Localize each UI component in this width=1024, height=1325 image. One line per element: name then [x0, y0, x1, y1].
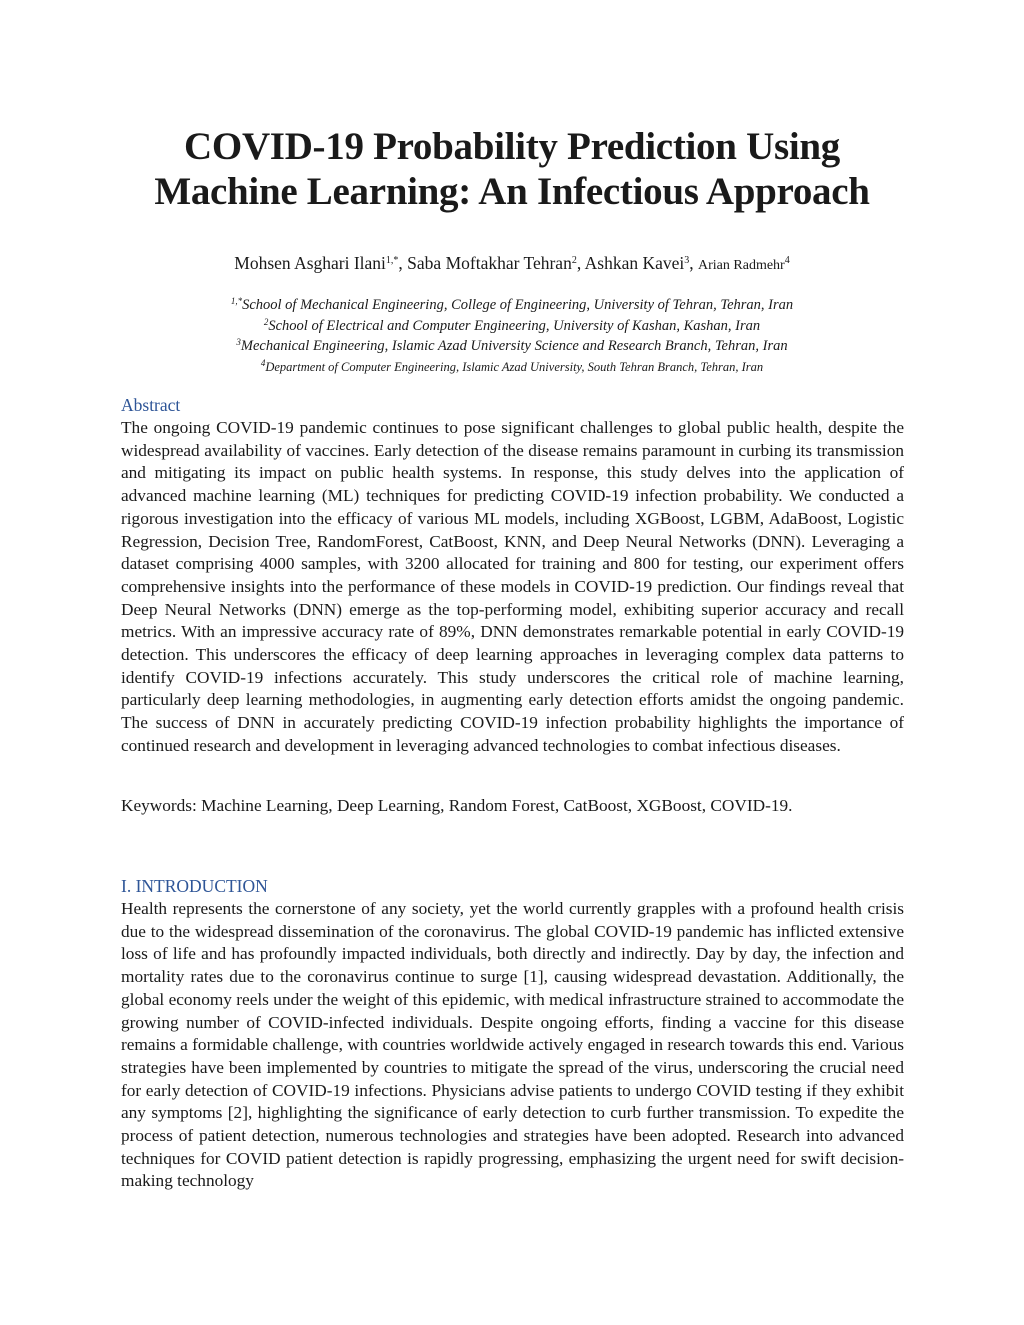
abstract-heading: Abstract [121, 395, 181, 415]
introduction-text: Health represents the cornerstone of any society, yet the world currently grapples with a profound health crisis due to the widespread dissemination of the coronavirus. The global COVID-19 pandemic has inflicted extensive loss of life and has profoundly impacted individuals, both directly and indirectly. Day by day, the infection and mortality rates due to the coronavirus continue to surge [1], causing widespread devastation. Additionally, the global economy reels under the weight of this epidemic, with medical infrastructure strained to accommodate the growing number of COVID-infected individuals. Despite ongoing efforts, finding a vaccine for this disease remains a formidable challenge, with countries worldwide actively engaged in research towards this end. Various strategies have been implemented by countries to mitigate the spread of the virus, underscoring the crucial need for early detection of COVID-19 infections. Physicians advise patients to undergo COVID testing if they exhibit any symptoms [2], highlighting the significance of early detection to curb further transmission. To expedite the process of patient detection, numerous technologies and strategies have been adopted. Research into advanced techniques for COVID patient detection is rapidly progressing, emphasizing the urgent need for swift decision-making technology [121, 899, 904, 1191]
affiliation-sup: 3 [236, 337, 241, 347]
affiliation [0, 357, 1024, 378]
affiliation [0, 316, 1024, 337]
author-list [0, 252, 1024, 277]
affiliation-text: Department of Computer Engineering, Islamic Azad University, South Tehran Branch, Tehran, Iran [265, 359, 764, 374]
author-name: Arian Radmehr [698, 258, 785, 273]
author-separator: , [576, 253, 585, 273]
affiliation [0, 295, 1024, 316]
affiliation-list [0, 295, 1024, 377]
author-separator: , [398, 253, 408, 273]
affiliation-sup: 4 [260, 357, 266, 368]
title-line-1: COVID-19 Probability Prediction Using [184, 125, 840, 168]
author-sup: 4 [784, 255, 790, 266]
affiliation-text: School of Electrical and Computer Engineering, University of Kashan, Kashan, Iran [268, 317, 761, 334]
affiliation-text: Mechanical Engineering, Islamic Azad University Science and Research Branch, Tehran, Iran [240, 338, 788, 354]
author-sup: 1,* [385, 255, 399, 266]
abstract-text: The ongoing COVID-19 pandemic continues to pose significant challenges to global public health, despite the widespread availability of vaccines. Early detection of the disease remains paramount in curbing its transmission and mitigating its impact on public health systems. In response, this study delves into the application of advanced machine learning (ML) techniques for predicting COVID-19 infection probability. We conducted a rigorous investigation into the efficacy of various ML models, including XGBoost, LGBM, AdaBoost, Logistic Regression, Decision Tree, RandomForest, CatBoost, KNN, and Deep Neural Networks (DNN). Leveraging a dataset comprising 4000 samples, with 3200 allocated for training and 800 for testing, our experiment offers comprehensive insights into the performance of these models in COVID-19 prediction. Our findings reveal that Deep Neural Networks (DNN) emerge as the top-performing model, exhibiting superior accuracy and recall metrics. With an impressive accuracy rate of 89%, DNN demonstrates remarkable potential in early COVID-19 detection. This underscores the efficacy of deep learning approaches in leveraging complex data patterns to identify COVID-19 infections accurately. This study underscores the critical role of machine learning, particularly deep learning methodologies, in augmenting early detection efforts amidst the ongoing pandemic. The success of DNN in accurately predicting COVID-19 infection probability highlights the importance of continued research and development in leveraging advanced technologies to combat infectious diseases. [121, 418, 904, 755]
author-sup: 2 [571, 255, 577, 266]
author-name: Ashkan Kavei [584, 253, 685, 273]
affiliation-sup: 1,* [230, 296, 243, 306]
keywords: Keywords: Machine Learning, Deep Learning, Random Forest, CatBoost, XGBoost, COVID-19. [121, 796, 793, 815]
author-name: Saba Moftakhar Tehran [407, 253, 572, 273]
author-sup: 3 [684, 255, 690, 266]
title-line-2: Machine Learning: An Infectious Approach [154, 170, 870, 213]
affiliation-text: School of Mechanical Engineering, College of Engineering, University of Tehran, Tehran, Iran [242, 297, 794, 313]
affiliation [0, 336, 1024, 357]
author-separator: , [689, 253, 699, 273]
introduction-heading: I. INTRODUCTION [121, 876, 268, 896]
affiliation-sup: 2 [263, 316, 269, 327]
paper-title [0, 124, 1024, 214]
author-name: Mohsen Asghari Ilani [234, 253, 386, 273]
